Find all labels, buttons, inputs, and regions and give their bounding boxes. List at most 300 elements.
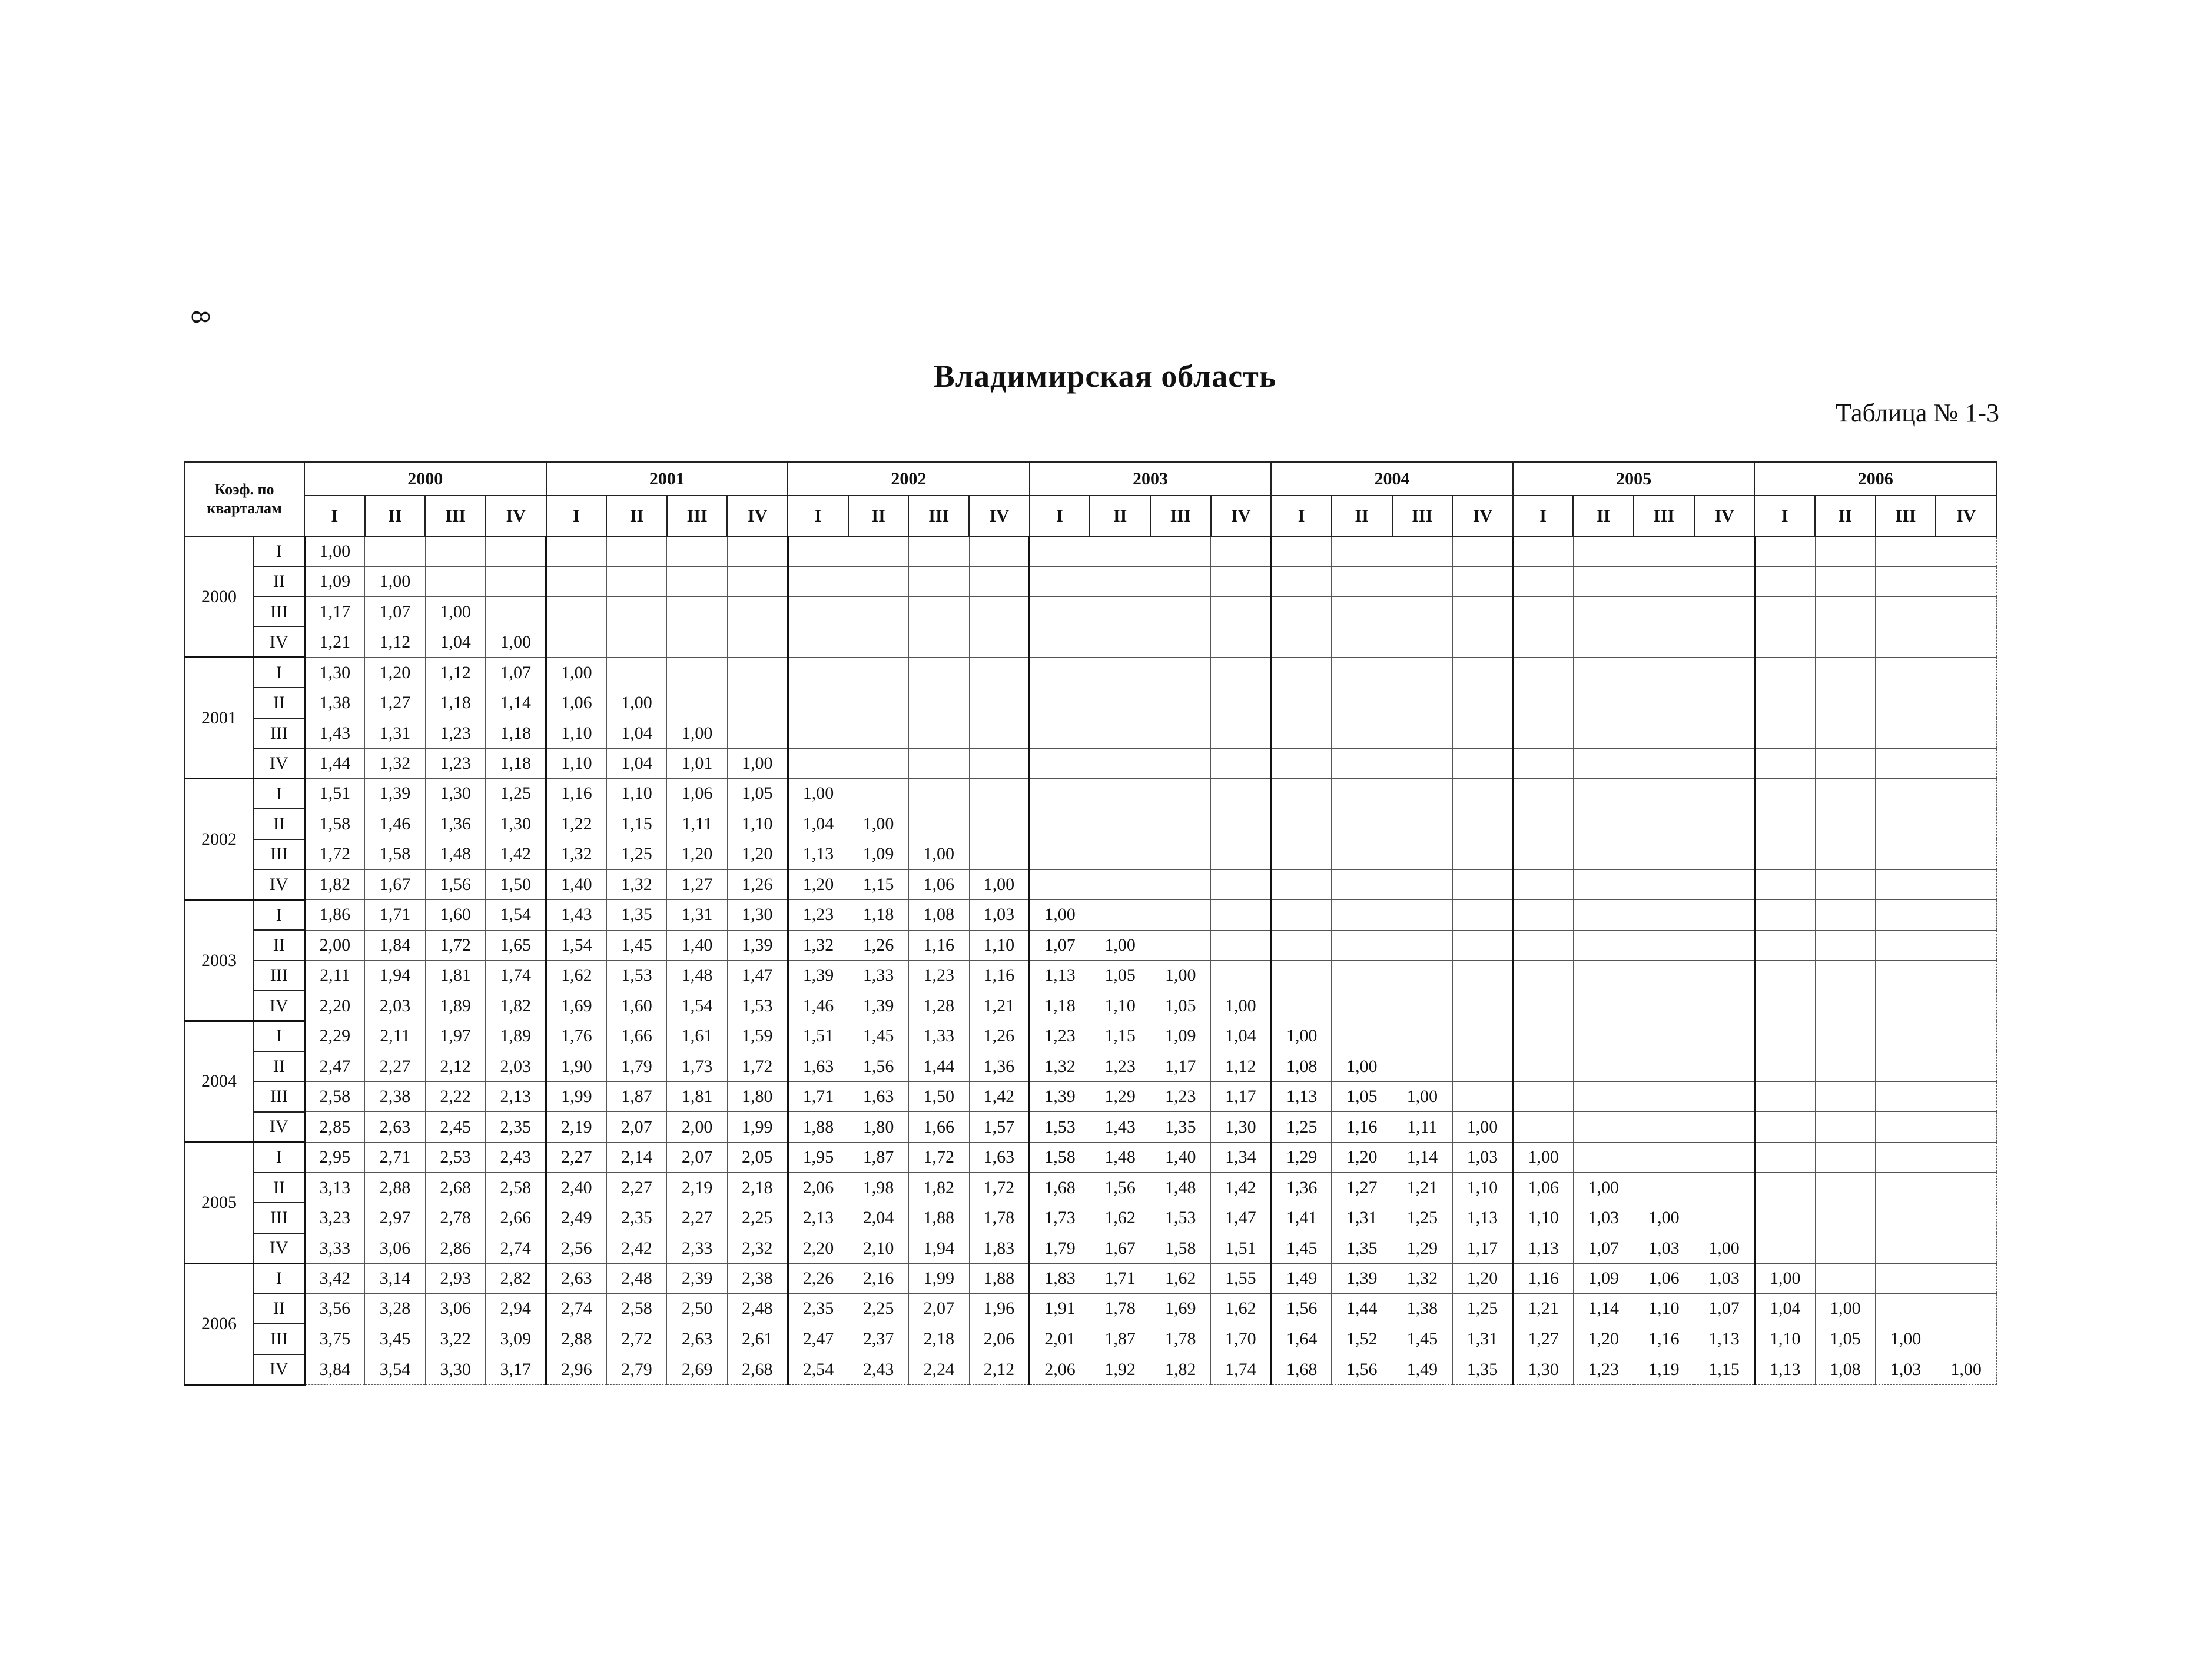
coefficient-cell bbox=[1030, 839, 1090, 869]
coefficient-cell: 1,03 bbox=[1452, 1142, 1513, 1172]
coefficient-cell bbox=[1876, 1021, 1936, 1051]
coefficient-cell bbox=[1150, 566, 1211, 596]
coefficient-cell bbox=[908, 566, 969, 596]
coefficient-cell bbox=[1513, 566, 1574, 596]
coefficient-cell: 2,24 bbox=[908, 1354, 969, 1385]
coefficient-cell: 1,00 bbox=[546, 658, 607, 688]
coefficient-cell bbox=[1211, 809, 1272, 839]
coefficient-cell bbox=[1936, 1081, 1996, 1111]
coefficient-cell bbox=[1090, 597, 1150, 627]
coefficient-cell bbox=[1150, 869, 1211, 899]
coefficient-cell bbox=[1090, 779, 1150, 809]
coefficient-cell: 2,48 bbox=[606, 1263, 667, 1293]
coefficient-cell bbox=[908, 718, 969, 748]
coefficient-cell: 2,10 bbox=[848, 1233, 909, 1263]
coefficient-cell: 2,66 bbox=[486, 1203, 546, 1233]
coefficient-cell: 1,00 bbox=[1452, 1112, 1513, 1142]
coefficient-cell: 1,78 bbox=[1150, 1324, 1211, 1354]
coefficient-cell bbox=[1271, 779, 1332, 809]
coefficient-cell: 1,61 bbox=[667, 1021, 728, 1051]
coefficient-cell: 1,29 bbox=[1392, 1233, 1453, 1263]
coefficient-cell: 2,56 bbox=[546, 1233, 607, 1263]
coefficient-cell bbox=[1634, 748, 1694, 778]
coefficient-cell: 1,54 bbox=[486, 900, 546, 930]
coefficient-cell: 1,12 bbox=[425, 658, 486, 688]
table-row bbox=[184, 1112, 1996, 1142]
row-quarter-label: II bbox=[254, 930, 304, 960]
coefficient-cell bbox=[1392, 961, 1453, 991]
coefficient-cell bbox=[1694, 1142, 1755, 1172]
coefficient-cell: 2,45 bbox=[425, 1112, 486, 1142]
coefficient-cell bbox=[1452, 718, 1513, 748]
coefficient-cell bbox=[848, 658, 909, 688]
coefficient-cell bbox=[1694, 1173, 1755, 1203]
coefficient-cell: 1,00 bbox=[425, 597, 486, 627]
coefficient-cell: 1,07 bbox=[1573, 1233, 1634, 1263]
coefficient-cell bbox=[1332, 961, 1392, 991]
coefficient-cell: 1,00 bbox=[1634, 1203, 1694, 1233]
coefficient-cell bbox=[1815, 1081, 1876, 1111]
coefficient-cell: 3,06 bbox=[425, 1294, 486, 1324]
coefficient-cell: 3,33 bbox=[304, 1233, 365, 1263]
row-quarter-label: III bbox=[254, 839, 304, 869]
row-year-label: 2003 bbox=[184, 900, 254, 1021]
coefficient-cell: 1,01 bbox=[667, 748, 728, 778]
coefficient-cell: 1,26 bbox=[727, 869, 788, 899]
coefficient-cell bbox=[1211, 869, 1272, 899]
coefficient-cell: 1,32 bbox=[365, 748, 426, 778]
coefficient-cell: 2,27 bbox=[365, 1051, 426, 1081]
coefficient-cell: 1,58 bbox=[365, 839, 426, 869]
coefficient-cell: 1,10 bbox=[969, 930, 1030, 960]
coefficient-cell bbox=[1513, 688, 1574, 718]
coefficient-cell bbox=[1936, 779, 1996, 809]
coefficient-cell: 1,12 bbox=[365, 627, 426, 657]
coefficient-cell: 1,15 bbox=[606, 809, 667, 839]
year-header: 2002 bbox=[788, 462, 1030, 496]
coefficient-cell: 1,92 bbox=[1090, 1354, 1150, 1385]
row-quarter-label: IV bbox=[254, 748, 304, 778]
coefficient-cell bbox=[1876, 839, 1936, 869]
coefficient-cell: 1,18 bbox=[486, 718, 546, 748]
coefficient-cell: 1,88 bbox=[969, 1263, 1030, 1293]
coefficient-cell bbox=[1936, 1263, 1996, 1293]
coefficient-cell bbox=[1694, 718, 1755, 748]
coefficient-cell bbox=[1332, 869, 1392, 899]
coefficient-cell: 1,20 bbox=[1573, 1324, 1634, 1354]
coefficient-cell bbox=[1573, 1051, 1634, 1081]
coefficient-cell bbox=[727, 688, 788, 718]
coefficient-cell bbox=[1271, 748, 1332, 778]
coefficient-cell bbox=[848, 566, 909, 596]
row-quarter-label: II bbox=[254, 1051, 304, 1081]
coefficient-cell bbox=[1513, 961, 1574, 991]
coefficient-cell: 2,11 bbox=[304, 961, 365, 991]
coefficient-cell bbox=[1211, 779, 1272, 809]
coefficient-cell: 1,89 bbox=[486, 1021, 546, 1051]
coefficient-cell: 2,61 bbox=[727, 1324, 788, 1354]
coefficient-cell: 1,86 bbox=[304, 900, 365, 930]
coefficient-cell: 1,03 bbox=[969, 900, 1030, 930]
coefficient-cell: 3,30 bbox=[425, 1354, 486, 1385]
coefficient-cell: 1,89 bbox=[425, 991, 486, 1021]
coefficient-cell: 3,45 bbox=[365, 1324, 426, 1354]
coefficient-cell bbox=[546, 627, 607, 657]
coefficient-cell: 1,62 bbox=[1090, 1203, 1150, 1233]
quarter-header: II bbox=[1815, 496, 1876, 536]
coefficient-cell bbox=[365, 536, 426, 566]
coefficient-cell: 2,14 bbox=[606, 1142, 667, 1172]
coefficient-cell bbox=[908, 688, 969, 718]
coefficient-cell: 1,36 bbox=[969, 1051, 1030, 1081]
coefficient-cell: 1,99 bbox=[546, 1081, 607, 1111]
coefficient-cell bbox=[1815, 748, 1876, 778]
coefficient-cell: 1,55 bbox=[1211, 1263, 1272, 1293]
coefficient-cell bbox=[1754, 779, 1815, 809]
coefficient-cell bbox=[1815, 1112, 1876, 1142]
coefficient-cell: 1,42 bbox=[1211, 1173, 1272, 1203]
coefficient-cell: 3,06 bbox=[365, 1233, 426, 1263]
coefficient-cell bbox=[1876, 688, 1936, 718]
coefficient-cell: 1,15 bbox=[1090, 1021, 1150, 1051]
coefficient-cell: 1,68 bbox=[1030, 1173, 1090, 1203]
coefficient-cell: 1,09 bbox=[1573, 1263, 1634, 1293]
coefficient-cell: 2,88 bbox=[546, 1324, 607, 1354]
quarter-header: II bbox=[365, 496, 426, 536]
coefficient-cell: 1,10 bbox=[606, 779, 667, 809]
row-year-label: 2006 bbox=[184, 1263, 254, 1384]
coefficient-cell bbox=[1090, 536, 1150, 566]
coefficient-cell: 2,07 bbox=[908, 1294, 969, 1324]
coefficient-cell: 1,10 bbox=[1754, 1324, 1815, 1354]
coefficient-cell: 1,90 bbox=[546, 1051, 607, 1081]
coefficient-cell bbox=[1513, 718, 1574, 748]
coefficient-cell: 1,96 bbox=[969, 1294, 1030, 1324]
coefficient-cell: 1,00 bbox=[1876, 1324, 1936, 1354]
coefficient-cell: 1,10 bbox=[1634, 1294, 1694, 1324]
coefficient-cell: 1,10 bbox=[1452, 1173, 1513, 1203]
year-header: 2000 bbox=[304, 462, 546, 496]
coefficient-cell bbox=[1392, 839, 1453, 869]
coefficient-cell bbox=[1815, 961, 1876, 991]
row-year-label: 2002 bbox=[184, 779, 254, 900]
coefficient-cell bbox=[1815, 1173, 1876, 1203]
coefficient-cell: 1,56 bbox=[1271, 1294, 1332, 1324]
coefficient-cell: 1,04 bbox=[606, 748, 667, 778]
coefficient-cell: 2,06 bbox=[1030, 1354, 1090, 1385]
row-quarter-label: I bbox=[254, 1263, 304, 1293]
coefficient-cell bbox=[1815, 779, 1876, 809]
coefficient-cell: 1,29 bbox=[1271, 1142, 1332, 1172]
coefficient-cell: 1,81 bbox=[425, 961, 486, 991]
coefficient-cell bbox=[1936, 536, 1996, 566]
coefficient-cell bbox=[1754, 869, 1815, 899]
row-quarter-label: II bbox=[254, 688, 304, 718]
coefficient-cell: 1,17 bbox=[1211, 1081, 1272, 1111]
coefficient-cell bbox=[1211, 900, 1272, 930]
coefficient-cell: 2,82 bbox=[486, 1263, 546, 1293]
coefficient-cell bbox=[1030, 658, 1090, 688]
coefficient-cell: 1,95 bbox=[788, 1142, 848, 1172]
coefficient-cell: 1,30 bbox=[304, 658, 365, 688]
coefficient-cell: 1,72 bbox=[908, 1142, 969, 1172]
coefficient-cell: 2,33 bbox=[667, 1233, 728, 1263]
quarter-header: I bbox=[304, 496, 365, 536]
coefficient-cell: 1,28 bbox=[908, 991, 969, 1021]
coefficient-cell bbox=[1876, 961, 1936, 991]
coefficient-cell bbox=[1876, 1081, 1936, 1111]
coefficient-cell: 1,13 bbox=[1452, 1203, 1513, 1233]
coefficient-cell: 1,31 bbox=[1332, 1203, 1392, 1233]
coefficient-cell: 1,91 bbox=[1030, 1294, 1090, 1324]
coefficient-cell bbox=[1936, 1112, 1996, 1142]
coefficient-cell: 2,96 bbox=[546, 1354, 607, 1385]
coefficient-cell: 1,23 bbox=[425, 748, 486, 778]
coefficient-cell: 1,09 bbox=[848, 839, 909, 869]
coefficient-cell bbox=[969, 566, 1030, 596]
coefficient-cell: 1,38 bbox=[1392, 1294, 1453, 1324]
coefficient-cell: 1,81 bbox=[667, 1081, 728, 1111]
coefficient-cell bbox=[1150, 839, 1211, 869]
coefficient-cell: 1,00 bbox=[1392, 1081, 1453, 1111]
table-row bbox=[184, 809, 1996, 839]
coefficient-cell: 1,00 bbox=[606, 688, 667, 718]
coefficient-cell: 1,78 bbox=[1090, 1294, 1150, 1324]
coefficient-cell bbox=[1634, 1142, 1694, 1172]
coefficient-cell bbox=[1573, 1142, 1634, 1172]
coefficient-cell bbox=[1030, 809, 1090, 839]
coefficient-cell: 1,10 bbox=[546, 718, 607, 748]
coefficient-cell bbox=[1694, 779, 1755, 809]
coefficient-cell bbox=[1634, 566, 1694, 596]
coefficient-cell bbox=[1634, 779, 1694, 809]
coefficient-cell bbox=[1876, 566, 1936, 596]
coefficient-cell: 1,15 bbox=[1694, 1354, 1755, 1385]
coefficient-cell: 1,05 bbox=[1332, 1081, 1392, 1111]
coefficient-cell bbox=[969, 718, 1030, 748]
coefficient-cell bbox=[1754, 688, 1815, 718]
coefficient-cell bbox=[1815, 718, 1876, 748]
coefficient-cell bbox=[1211, 748, 1272, 778]
quarter-header: II bbox=[1332, 496, 1392, 536]
table-row bbox=[184, 779, 1996, 809]
row-quarter-label: IV bbox=[254, 991, 304, 1021]
coefficient-cell: 1,27 bbox=[1513, 1324, 1574, 1354]
coefficient-cell: 1,56 bbox=[1090, 1173, 1150, 1203]
coefficient-cell: 1,71 bbox=[788, 1081, 848, 1111]
coefficient-cell bbox=[969, 839, 1030, 869]
coefficient-cell: 1,03 bbox=[1634, 1233, 1694, 1263]
coefficient-cell: 1,72 bbox=[304, 839, 365, 869]
coefficient-cell bbox=[1392, 809, 1453, 839]
coefficient-cell: 1,88 bbox=[908, 1203, 969, 1233]
coefficient-cell: 1,62 bbox=[1150, 1263, 1211, 1293]
coefficient-cell bbox=[1573, 809, 1634, 839]
coefficient-cell: 1,58 bbox=[1150, 1233, 1211, 1263]
coefficient-cell bbox=[1392, 900, 1453, 930]
coefficient-cell bbox=[969, 809, 1030, 839]
coefficient-cell bbox=[1090, 900, 1150, 930]
coefficient-cell: 1,39 bbox=[727, 930, 788, 960]
coefficient-cell: 1,03 bbox=[1573, 1203, 1634, 1233]
coefficient-cell bbox=[1876, 869, 1936, 899]
coefficient-cell: 1,18 bbox=[486, 748, 546, 778]
table-row bbox=[184, 1324, 1996, 1354]
coefficient-cell: 2,12 bbox=[969, 1354, 1030, 1385]
table-row bbox=[184, 961, 1996, 991]
coefficient-cell: 1,26 bbox=[969, 1021, 1030, 1051]
coefficient-cell bbox=[1634, 536, 1694, 566]
coefficient-cell bbox=[1150, 779, 1211, 809]
coefficient-cell bbox=[1815, 1233, 1876, 1263]
coefficient-cell: 2,12 bbox=[425, 1051, 486, 1081]
coefficient-cell: 1,00 bbox=[908, 839, 969, 869]
table-row bbox=[184, 869, 1996, 899]
coefficient-cell bbox=[1271, 718, 1332, 748]
coefficient-cell bbox=[1090, 869, 1150, 899]
coefficient-cell: 1,47 bbox=[1211, 1203, 1272, 1233]
coefficient-cell: 1,26 bbox=[848, 930, 909, 960]
coefficient-cell bbox=[1634, 597, 1694, 627]
coefficient-cell bbox=[1634, 930, 1694, 960]
coefficient-cell: 2,35 bbox=[788, 1294, 848, 1324]
coefficient-cell: 1,47 bbox=[727, 961, 788, 991]
coefficient-cell bbox=[788, 597, 848, 627]
coefficient-cell bbox=[1392, 536, 1453, 566]
coefficient-cell bbox=[1452, 1021, 1513, 1051]
coefficient-cell: 1,10 bbox=[1513, 1203, 1574, 1233]
coefficient-cell: 1,79 bbox=[606, 1051, 667, 1081]
coefficient-cell bbox=[1815, 900, 1876, 930]
coefficient-cell bbox=[1876, 1263, 1936, 1293]
quarter-header: IV bbox=[1936, 496, 1996, 536]
table-row bbox=[184, 839, 1996, 869]
coefficient-cell: 1,10 bbox=[546, 748, 607, 778]
coefficient-cell: 2,48 bbox=[727, 1294, 788, 1324]
coefficient-cell: 2,29 bbox=[304, 1021, 365, 1051]
coefficient-cell bbox=[1211, 839, 1272, 869]
coefficient-cell: 1,19 bbox=[1634, 1354, 1694, 1385]
coefficient-cell bbox=[1271, 536, 1332, 566]
coefficient-cell: 2,63 bbox=[546, 1263, 607, 1293]
coefficient-cell bbox=[969, 688, 1030, 718]
coefficient-cell bbox=[848, 536, 909, 566]
coefficient-cell bbox=[1876, 627, 1936, 657]
coefficient-cell bbox=[969, 597, 1030, 627]
coefficient-cell bbox=[727, 566, 788, 596]
coefficient-cell bbox=[667, 536, 728, 566]
coefficient-cell bbox=[1634, 1051, 1694, 1081]
coefficient-cell: 1,27 bbox=[1332, 1173, 1392, 1203]
coefficient-cell bbox=[848, 748, 909, 778]
coefficient-cell: 1,13 bbox=[1271, 1081, 1332, 1111]
coefficient-cell bbox=[1876, 1294, 1936, 1324]
coefficient-cell: 1,00 bbox=[1150, 961, 1211, 991]
coefficient-cell: 1,99 bbox=[908, 1263, 969, 1293]
coefficient-cell bbox=[1634, 688, 1694, 718]
coefficient-cell bbox=[788, 748, 848, 778]
coefficient-cell bbox=[1332, 839, 1392, 869]
coefficient-cell bbox=[1573, 900, 1634, 930]
coefficient-cell bbox=[1573, 718, 1634, 748]
coefficient-cell bbox=[1876, 1051, 1936, 1081]
coefficient-cell: 1,73 bbox=[1030, 1203, 1090, 1233]
coefficient-cell: 1,06 bbox=[908, 869, 969, 899]
coefficient-cell bbox=[969, 779, 1030, 809]
coefficient-cell: 2,53 bbox=[425, 1142, 486, 1172]
coefficient-cell bbox=[908, 748, 969, 778]
coefficient-cell: 1,06 bbox=[546, 688, 607, 718]
coefficient-cell: 1,13 bbox=[1513, 1233, 1574, 1263]
coefficient-cell bbox=[1513, 627, 1574, 657]
coefficient-cell bbox=[1815, 1021, 1876, 1051]
coefficient-cell bbox=[1271, 597, 1332, 627]
coefficient-cell: 1,58 bbox=[1030, 1142, 1090, 1172]
coefficient-cell bbox=[1573, 748, 1634, 778]
coefficient-cell: 1,23 bbox=[425, 718, 486, 748]
coefficient-cell: 2,58 bbox=[606, 1294, 667, 1324]
coefficient-cell bbox=[1936, 1203, 1996, 1233]
coefficient-cell: 1,59 bbox=[727, 1021, 788, 1051]
coefficient-cell bbox=[1634, 900, 1694, 930]
coefficient-cell bbox=[1090, 748, 1150, 778]
coefficient-cell: 1,44 bbox=[304, 748, 365, 778]
coefficient-cell: 2,35 bbox=[486, 1112, 546, 1142]
coefficient-cell: 2,05 bbox=[727, 1142, 788, 1172]
coefficient-cell: 2,18 bbox=[727, 1173, 788, 1203]
coefficient-cell bbox=[1815, 627, 1876, 657]
table-row bbox=[184, 1294, 1996, 1324]
table-row bbox=[184, 900, 1996, 930]
coefficient-cell: 2,06 bbox=[969, 1324, 1030, 1354]
coefficient-cell: 2,25 bbox=[848, 1294, 909, 1324]
coefficient-cell: 1,32 bbox=[546, 839, 607, 869]
coefficient-cell: 1,31 bbox=[365, 718, 426, 748]
coefficient-cell: 2,79 bbox=[606, 1354, 667, 1385]
table-row bbox=[184, 1051, 1996, 1081]
coefficient-cell bbox=[1573, 658, 1634, 688]
coefficient-cell: 1,56 bbox=[1332, 1354, 1392, 1385]
coefficient-cell: 1,71 bbox=[1090, 1263, 1150, 1293]
coefficient-cell bbox=[1452, 627, 1513, 657]
coefficient-cell: 1,42 bbox=[486, 839, 546, 869]
coefficient-cell: 1,60 bbox=[425, 900, 486, 930]
coefficient-cell bbox=[1513, 536, 1574, 566]
coefficient-cell bbox=[1936, 566, 1996, 596]
coefficient-cell bbox=[425, 536, 486, 566]
coefficient-cell: 2,38 bbox=[365, 1081, 426, 1111]
coefficient-cell: 1,53 bbox=[727, 991, 788, 1021]
coefficient-cell: 1,25 bbox=[1392, 1203, 1453, 1233]
coefficient-cell: 2,71 bbox=[365, 1142, 426, 1172]
coefficient-cell bbox=[1936, 900, 1996, 930]
coefficient-cell bbox=[1936, 991, 1996, 1021]
row-year-label: 2005 bbox=[184, 1142, 254, 1263]
coefficient-cell: 1,82 bbox=[486, 991, 546, 1021]
coefficient-cell bbox=[1573, 1021, 1634, 1051]
coefficient-cell bbox=[1815, 1142, 1876, 1172]
coefficient-cell: 1,06 bbox=[1513, 1173, 1574, 1203]
coefficient-cell: 2,43 bbox=[486, 1142, 546, 1172]
coefficient-cell bbox=[848, 627, 909, 657]
coefficient-cell: 1,53 bbox=[606, 961, 667, 991]
coefficient-cell bbox=[788, 627, 848, 657]
coefficient-cell: 1,14 bbox=[486, 688, 546, 718]
table-number: Таблица № 1-3 bbox=[1836, 399, 1999, 427]
coefficient-cell: 2,07 bbox=[667, 1142, 728, 1172]
coefficient-cell: 2,42 bbox=[606, 1233, 667, 1263]
coefficient-cell bbox=[1754, 536, 1815, 566]
